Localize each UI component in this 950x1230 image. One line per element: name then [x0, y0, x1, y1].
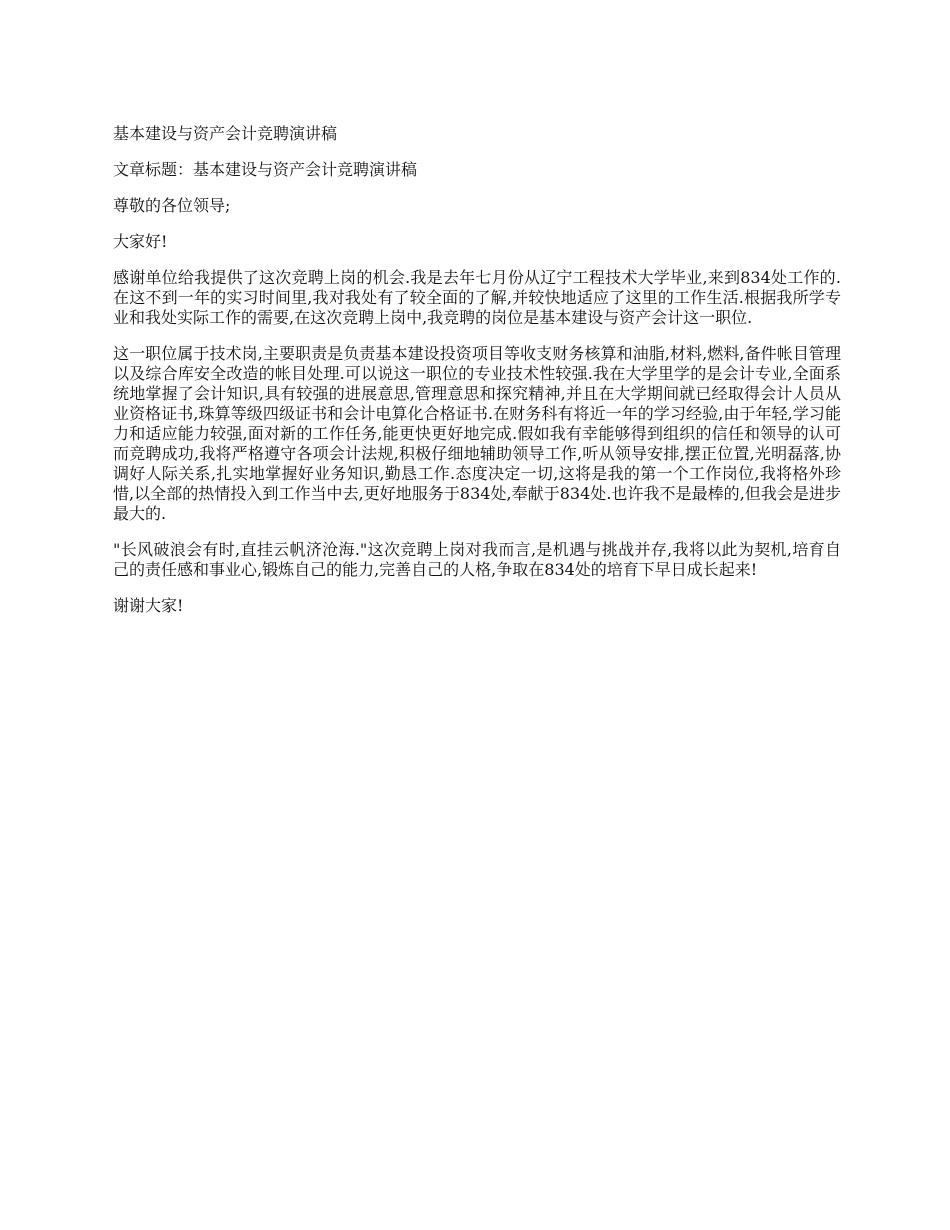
closing: 谢谢大家! — [113, 596, 184, 615]
body-paragraph-2: 这一职位属于技术岗,主要职责是负责基本建设投资项目等收支财务核算和油脂,材料,燃料,备件帐目管理以及综合库安全改造的帐目处理.可以说这一职位的专业技术性较强.我在大学里学的是会计专业,全面系统地掌握了会计知识,具有较强的进展意思,管理意思和探究精神,并且在大学期间就已经取得会计人员从业资格证书,珠算等级四级证书和会计电算化合格证书.在财务科有将近一年的学习经验,由于年轻,学习能力和适应能力较强,面对新的工作任务,能更快更好地完成.假如我有幸能够得到组织的信任和领导的认可而竞聘成功,我将严格遵守各项会计法规,积极仔细地辅助领导工作,听从领导安排,摆正位置,光明磊落,协调好人际关系,扎实地掌握好业务知识,勤恳工作.态度决定一切,这将是我的第一个工作岗位,我将格外珍惜,以全部的热情投入到工作当中去,更好地服务于834处,奉献于834处.也许我不是最棒的,但我会是进步最大的. — [113, 344, 841, 523]
salutation: 尊敬的各位领导; — [113, 196, 231, 215]
article-title-line: 文章标题：基本建设与资产会计竞聘演讲稿 — [113, 160, 418, 179]
body-paragraph-3: "长风破浪会有时,直挂云帆济沧海."这次竞聘上岗对我而言,是机遇与挑战并存,我将以此为契机,培育自己的责任感和事业心,锻炼自己的能力,完善自己的人格,争取在834处的培育下早日成长起来! — [113, 540, 841, 579]
document-page — [113, 124, 841, 632]
document-title: 基本建设与资产会计竞聘演讲稿 — [113, 124, 338, 143]
body-paragraph-1: 感谢单位给我提供了这次竞聘上岗的机会.我是去年七月份从辽宁工程技术大学毕业,来到834处工作的.在这不到一年的实习时间里,我对我处有了较全面的了解,并较快地适应了这里的工作生活.根据我所学专业和我处实际工作的需要,在这次竞聘上岗中,我竞聘的岗位是基本建设与资产会计这一职位. — [113, 268, 841, 327]
greeting: 大家好! — [113, 232, 168, 251]
